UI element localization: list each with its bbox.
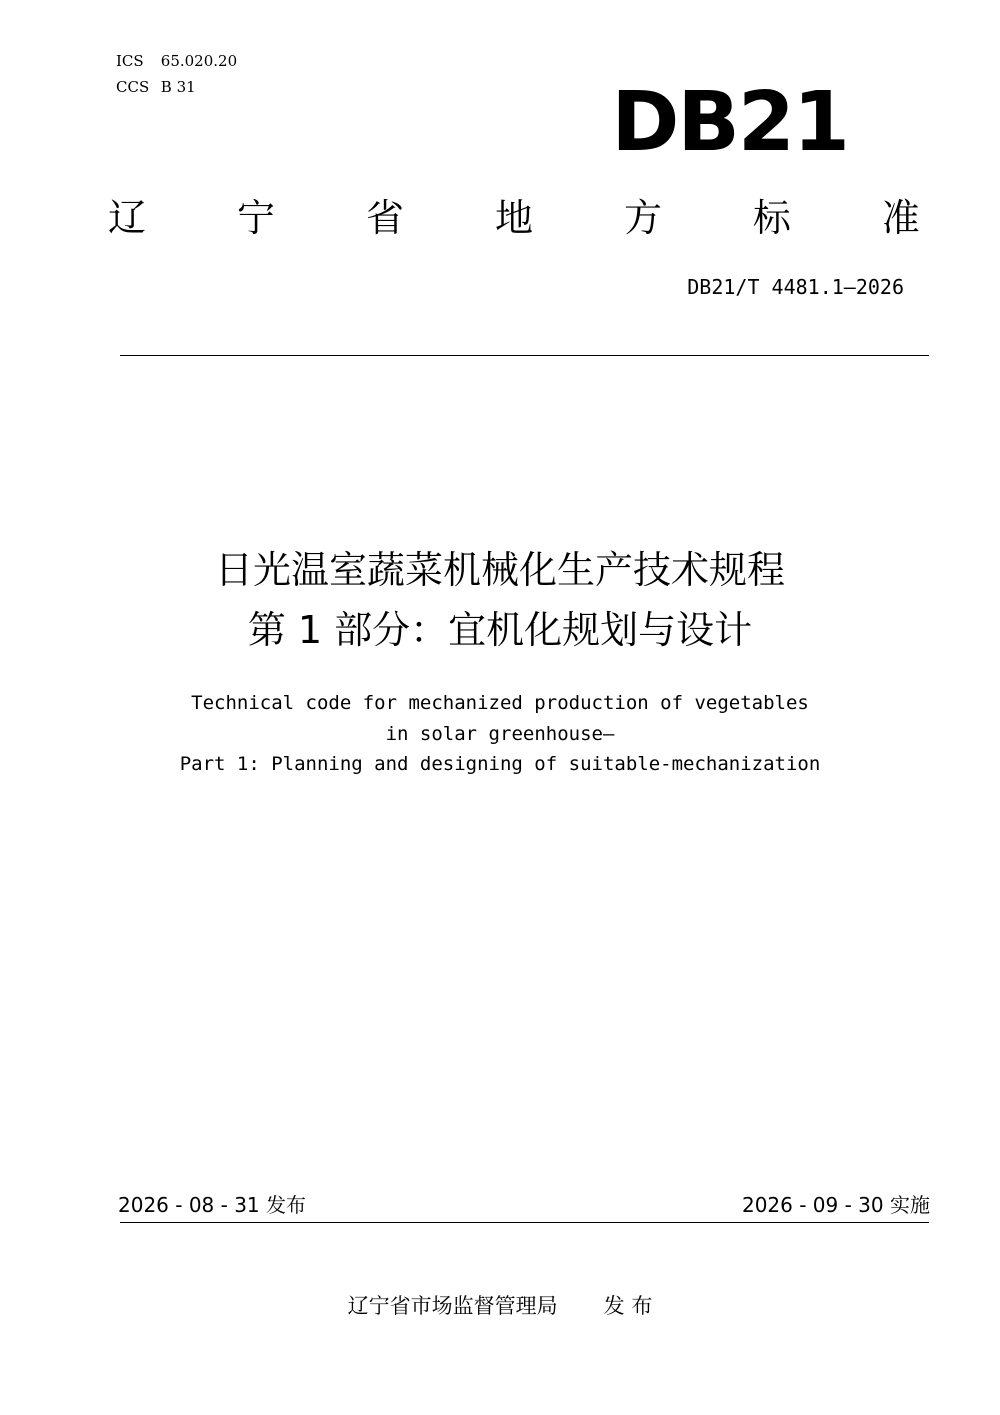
ccs-label: CCS	[116, 78, 150, 96]
ics-label: ICS	[116, 52, 144, 70]
standard-type-char: 辽	[108, 196, 147, 240]
ccs-code: B 31	[160, 78, 196, 96]
classification-codes	[116, 48, 237, 100]
issuer-name: 辽宁省市场监督管理局	[347, 1294, 558, 1318]
issuer-line	[0, 1290, 1000, 1322]
implementation-date: 2026 - 09 - 30 实施	[741, 1193, 930, 1217]
standard-number: DB21/T 4481.1—2026	[687, 275, 904, 299]
english-title	[0, 688, 1000, 780]
english-title-line-2: in solar greenhouse—	[385, 722, 615, 745]
ccs-row	[116, 74, 237, 100]
standard-type-char: 省	[365, 196, 404, 240]
chinese-title-line-1: 日光温室蔬菜机械化生产技术规程	[214, 548, 785, 592]
top-divider	[120, 355, 929, 356]
db-mark: DB21	[611, 75, 848, 170]
ics-code: 65.020.20	[160, 52, 238, 70]
standard-type-char: 标	[752, 196, 791, 240]
standard-type-char: 准	[881, 196, 920, 240]
issuer-action: 发 布	[603, 1294, 653, 1318]
english-title-line-1: Technical code for mechanized production of vegetables	[191, 692, 809, 714]
standard-type-heading	[108, 190, 920, 246]
standard-type-char: 宁	[236, 196, 275, 240]
issue-date: 2026 - 08 - 31 发布	[118, 1193, 307, 1217]
bottom-divider	[120, 1222, 929, 1223]
chinese-title-line-2: 第 1 部分：宜机化规划与设计	[247, 608, 753, 652]
chinese-title	[0, 540, 1000, 660]
english-title-line-3: Part 1: Planning and designing of suitable-mechanization	[179, 753, 821, 775]
standard-type-char: 地	[494, 196, 533, 240]
standard-type-char: 方	[623, 196, 662, 240]
ics-row	[116, 48, 237, 74]
